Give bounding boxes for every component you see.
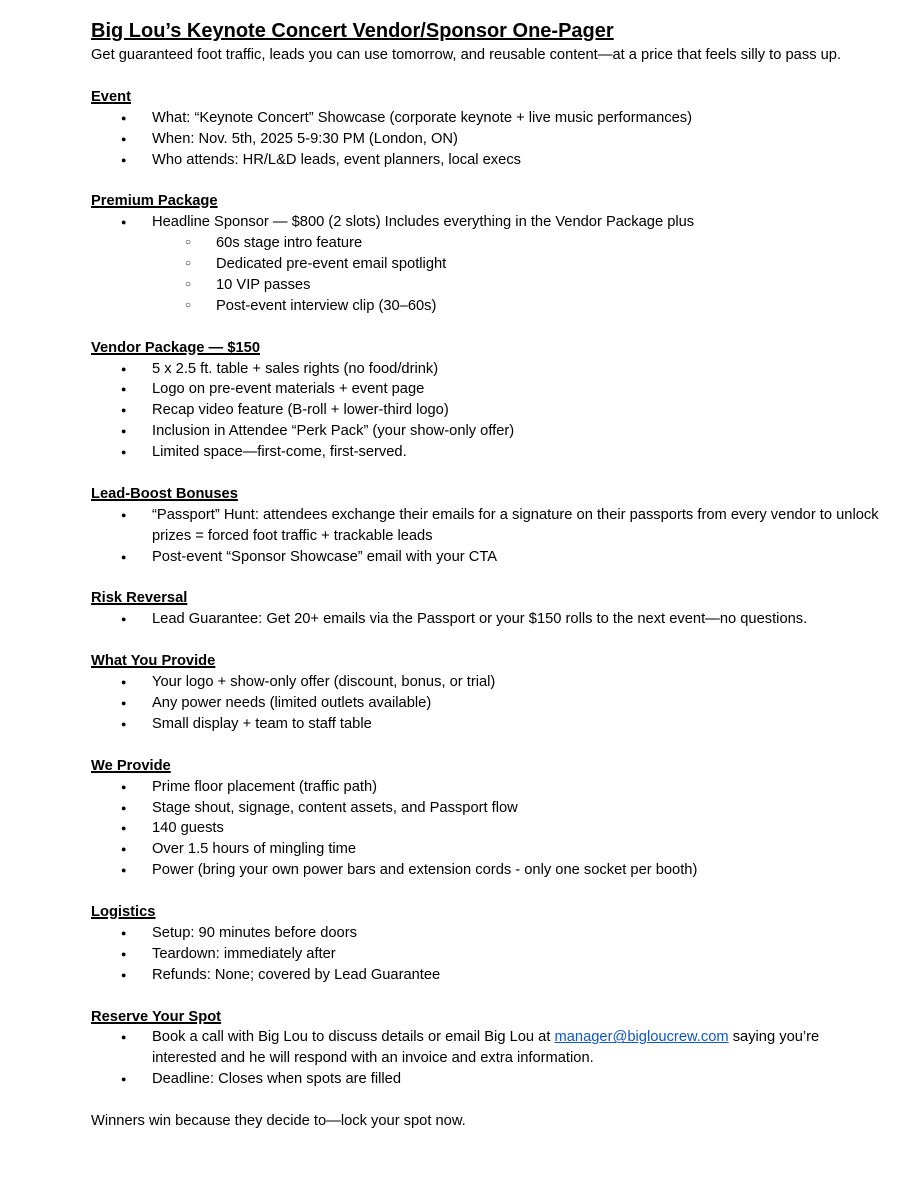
list-item: ● What: “Keynote Concert” Showcase (corporate keynote + live music performances) [91,108,886,129]
heading-reserve-your-spot: Reserve Your Spot [91,1008,222,1025]
list-item: ● Small display + team to staff table [91,714,886,735]
section-reserve-your-spot [91,1007,886,1091]
list-item: ● 140 guests [91,818,886,839]
list-item: ● Recap video feature (B-roll + lower-third logo) [91,400,886,421]
list-item: ● Over 1.5 hours of mingling time [91,839,886,860]
list-item: ● Setup: 90 minutes before doors [91,923,886,944]
list-item: ● 5 x 2.5 ft. table + sales rights (no food/drink) [91,359,886,380]
email-link[interactable]: manager@bigloucrew.com [554,1029,729,1046]
list-item: ● Limited space—first-come, first-served. [91,442,886,463]
list-item-sub: ○ Dedicated pre-event email spotlight [91,254,886,275]
list-item [91,1027,886,1069]
list-item: ● When: Nov. 5th, 2025 5-9:30 PM (London, ON) [91,129,886,150]
heading-what-you-provide: What You Provide [91,653,216,670]
list-item: ● Any power needs (limited outlets available) [91,693,886,714]
bullet-list [91,609,886,630]
heading-lead-boost-bonuses: Lead-Boost Bonuses [91,485,238,502]
list-item: ● “Passport” Hunt: attendees exchange their emails for a signature on their passports from every vendor to unlock prizes = forced foot traffic + trackable leads [91,505,886,547]
list-item: ● Prime floor placement (traffic path) [91,777,886,798]
list-item: ● Logo on pre-event materials + event page [91,379,886,400]
list-item: ● Power (bring your own power bars and extension cords - only one socket per booth) [91,860,886,881]
closing-text: Winners win because they decide to—lock your spot now. [91,1113,466,1130]
link-item-text-after: saying you’re interested and he will respond with an invoice and extra information. [152,1029,820,1067]
list-item-sub: ○ 60s stage intro feature [91,233,886,254]
list-item: ● Teardown: immediately after [91,944,886,965]
document-title: Big Lou’s Keynote Concert Vendor/Sponsor One-Pager [91,20,614,42]
list-item: ● Deadline: Closes when spots are filled [91,1069,886,1090]
list-item: ● Your logo + show-only offer (discount, bonus, or trial) [91,672,886,693]
bullet-list [91,923,886,986]
link-item-text-before: Book a call with Big Lou to discuss details or email Big Lou at [152,1029,555,1046]
section-logistics [91,902,886,986]
section-risk-reversal [91,588,886,630]
heading-logistics: Logistics [91,904,156,921]
list-item-sub: ○ Post-event interview clip (30–60s) [91,296,886,317]
bullet-list [91,777,886,882]
list-item: ● Who attends: HR/L&D leads, event planners, local execs [91,150,886,171]
list-item: ● Headline Sponsor — $800 (2 slots) Includes everything in the Vendor Package plus [91,212,886,233]
heading-we-provide: We Provide [91,757,171,774]
bullet-list [91,672,886,735]
list-item: ● Post-event “Sponsor Showcase” email with your CTA [91,547,886,568]
bullet-list [91,212,886,317]
list-item: ● Inclusion in Attendee “Perk Pack” (your show-only offer) [91,421,886,442]
list-item: ● Refunds: None; covered by Lead Guarantee [91,965,886,986]
section-vendor-package [91,338,886,463]
section-we-provide [91,756,886,881]
bullet-list [91,1027,886,1090]
intro-text: Get guaranteed foot traffic, leads you can use tomorrow, and reusable content—at a price that feels silly to pass up. [91,47,842,63]
heading-premium-package: Premium Package [91,193,218,210]
section-lead-boost-bonuses [91,484,886,568]
heading-risk-reversal: Risk Reversal [91,590,188,607]
list-item-sub: ○ 10 VIP passes [91,275,886,296]
heading-event: Event [91,88,131,105]
bullet-list [91,359,886,464]
bullet-list [91,108,886,171]
section-event [91,87,886,171]
list-item: ● Stage shout, signage, content assets, and Passport flow [91,798,886,819]
list-item: ● Lead Guarantee: Get 20+ emails via the Passport or your $150 rolls to the next event—no questions. [91,609,886,630]
section-what-you-provide [91,651,886,735]
section-premium-package [91,191,886,316]
heading-vendor-package: Vendor Package — $150 [91,339,260,356]
bullet-list [91,505,886,568]
